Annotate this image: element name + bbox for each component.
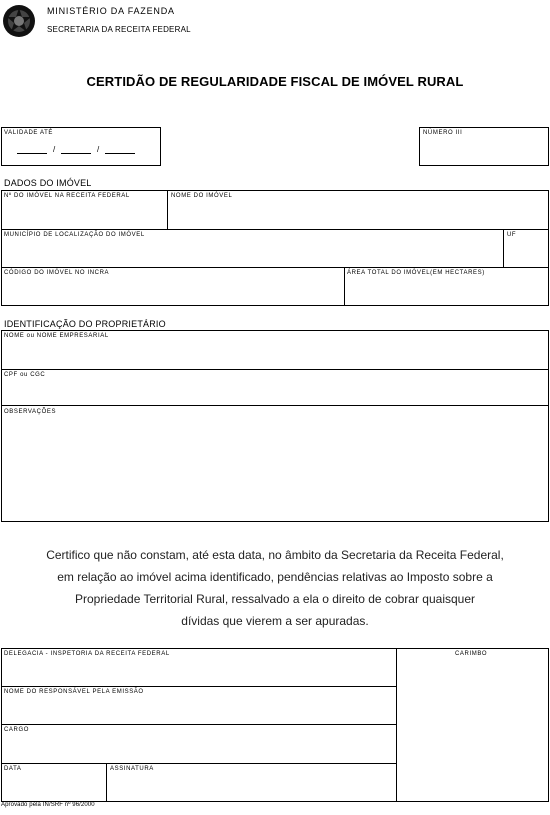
approval-footnote: Aprovado pela IN/SRF nº 96/2000 bbox=[1, 802, 95, 808]
date-field[interactable]: DATA bbox=[4, 766, 22, 772]
certification-statement bbox=[10, 544, 540, 632]
notes-field[interactable]: OBSERVAÇÕES bbox=[4, 409, 57, 415]
ministry-name: MINISTÉRIO DA FAZENDA bbox=[47, 6, 175, 16]
validity-label: VALIDADE ATÉ bbox=[4, 130, 53, 136]
cpf-field[interactable]: CPF ou CGC bbox=[4, 372, 46, 378]
validity-year-blank[interactable] bbox=[105, 153, 135, 154]
statement-line: Propriedade Territorial Rural, ressalvado a ela o direito de cobrar quaisquer bbox=[75, 592, 475, 606]
municipality-field[interactable]: MUNICÍPIO DE LOCALIZAÇÃO DO IMÓVEL bbox=[4, 232, 145, 238]
statement-line: em relação ao imóvel acima identificado, pendências relativas ao Imposto sobre a bbox=[57, 570, 493, 584]
owner-section-heading: IDENTIFICAÇÃO DO PROPRIETÁRIO bbox=[4, 319, 166, 329]
number-label: NÚMERO III bbox=[423, 130, 463, 136]
validity-day-blank[interactable] bbox=[17, 153, 47, 154]
validity-month-blank[interactable] bbox=[61, 153, 91, 154]
validity-sep-2: / bbox=[97, 145, 100, 154]
statement-line: dívidas que vierem a ser apuradas. bbox=[181, 614, 369, 628]
owner-name-field[interactable]: NOME ou NOME EMPRESARIAL bbox=[4, 333, 109, 339]
secretariat-name: SECRETARIA DA RECEITA FEDERAL bbox=[47, 25, 191, 34]
issuance-table bbox=[1, 648, 549, 802]
document-title: CERTIDÃO DE REGULARIDADE FISCAL DE IMÓVEL RURAL bbox=[86, 74, 464, 89]
statement-line: Certifico que não constam, até esta data, no âmbito da Secretaria da Receita Federal, bbox=[46, 548, 504, 562]
office-field[interactable]: DELEGACIA - INSPETORIA DA RECEITA FEDERAL bbox=[4, 651, 170, 657]
property-section-heading: DADOS DO IMÓVEL bbox=[4, 178, 92, 188]
stamp-field[interactable]: CARIMBO bbox=[455, 651, 488, 657]
uf-field[interactable]: UF bbox=[507, 232, 517, 238]
nirf-field[interactable]: Nº DO IMÓVEL NA RECEITA FEDERAL bbox=[4, 193, 130, 199]
total-area-field[interactable]: ÁREA TOTAL DO IMÓVEL(EM HECTARES) bbox=[347, 270, 485, 276]
incra-code-field[interactable]: CÓDIGO DO IMÓVEL NO INCRA bbox=[4, 270, 110, 276]
validity-sep-1: / bbox=[53, 145, 56, 154]
coat-of-arms-icon bbox=[2, 2, 36, 40]
property-name-field[interactable]: NOME DO IMÓVEL bbox=[171, 193, 233, 199]
property-data-table bbox=[1, 190, 549, 306]
owner-data-table bbox=[1, 330, 549, 522]
signature-field[interactable]: ASSINATURA bbox=[110, 766, 154, 772]
responsible-field[interactable]: NOME DO RESPONSÁVEL PELA EMISSÃO bbox=[4, 689, 144, 695]
role-field[interactable]: CARGO bbox=[4, 727, 30, 733]
